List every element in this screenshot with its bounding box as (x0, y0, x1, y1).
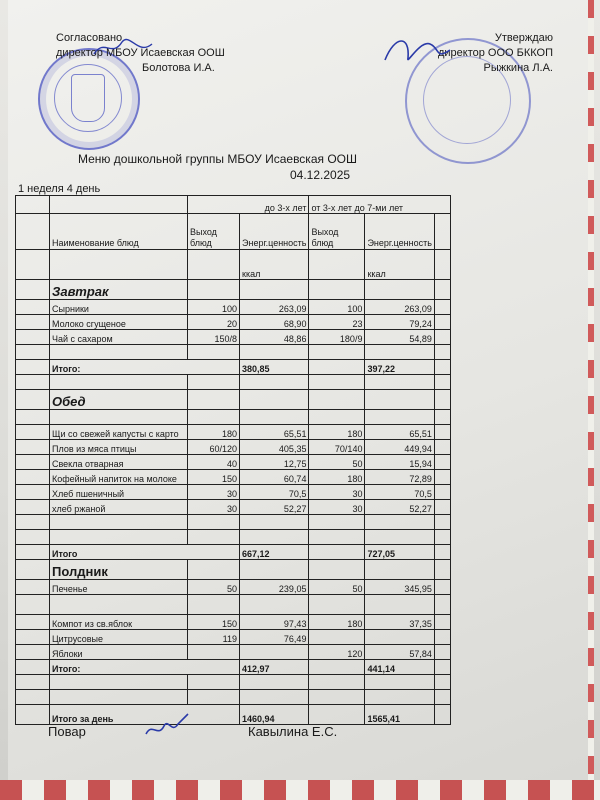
table-row (16, 315, 451, 330)
table-cell (434, 530, 450, 545)
table-cell (309, 515, 365, 530)
table-cell (434, 315, 450, 330)
table-cell (434, 360, 450, 375)
output-2: 50 (309, 580, 365, 595)
table-cell (16, 330, 50, 345)
table-cell (434, 485, 450, 500)
total-energy-1: 412,97 (240, 660, 309, 675)
dish-name: Цитрусовые (50, 630, 188, 645)
table-cell (16, 545, 50, 560)
table-cell (16, 675, 50, 690)
table-cell (16, 530, 50, 545)
output-1: 30 (188, 485, 240, 500)
output-2: 100 (309, 300, 365, 315)
table-cell (188, 390, 240, 410)
table-cell (16, 196, 50, 214)
output-2: 50 (309, 455, 365, 470)
output-1: 180 (188, 425, 240, 440)
table-cell (309, 390, 365, 410)
output-2: 180 (309, 425, 365, 440)
document-date: 04.12.2025 (290, 168, 351, 182)
table-cell (16, 690, 50, 705)
table-cell (365, 375, 434, 390)
table-cell (16, 315, 50, 330)
table-cell (50, 675, 188, 690)
total-label: Итого: (50, 660, 240, 675)
table-cell (434, 250, 450, 280)
table-cell (16, 375, 50, 390)
table-cell (16, 515, 50, 530)
table-cell (16, 360, 50, 375)
table-cell (16, 455, 50, 470)
output-1: 50 (188, 580, 240, 595)
table-row (16, 705, 451, 725)
table-row (16, 280, 451, 300)
output-1: 30 (188, 500, 240, 515)
table-cell (16, 615, 50, 630)
dish-name: Щи со свежей капусты с карто (50, 425, 188, 440)
table-cell (434, 440, 450, 455)
energy-2: 263,09 (365, 300, 434, 315)
energy-1: 70,5 (240, 485, 309, 500)
table-row (16, 455, 451, 470)
table-cell (309, 410, 365, 425)
document-title: Меню дошкольной группы МБОУ Исаевская ООШ (78, 152, 357, 166)
table-cell (365, 390, 434, 410)
table-cell (188, 560, 240, 580)
table-row (16, 440, 451, 455)
table-cell (434, 410, 450, 425)
table-cell (434, 675, 450, 690)
energy-2: 345,95 (365, 580, 434, 595)
output-1: 20 (188, 315, 240, 330)
table-cell (434, 515, 450, 530)
total-label: Итого (50, 545, 240, 560)
table-row (16, 390, 451, 410)
total-energy-1: 667,12 (240, 545, 309, 560)
table-cell (434, 705, 450, 725)
output-1: 100 (188, 300, 240, 315)
energy-1: 405,35 (240, 440, 309, 455)
energy-1: 48,86 (240, 330, 309, 345)
edge-stripe (588, 0, 594, 800)
table-cell (16, 500, 50, 515)
energy-1: 263,09 (240, 300, 309, 315)
table-cell (309, 375, 365, 390)
table-row (16, 250, 451, 280)
table-cell (240, 280, 309, 300)
table-cell (434, 645, 450, 660)
table-cell (365, 345, 434, 360)
output-2: 30 (309, 485, 365, 500)
energy-2: 79,24 (365, 315, 434, 330)
energy-2: 52,27 (365, 500, 434, 515)
table-cell (240, 375, 309, 390)
table-cell (434, 280, 450, 300)
unit-1: ккал (240, 250, 309, 280)
table-cell (50, 530, 188, 545)
table-cell (434, 425, 450, 440)
table-cell (188, 375, 240, 390)
section-breakfast: Завтрак (50, 280, 188, 300)
table-cell (188, 675, 240, 690)
table-row (16, 545, 451, 560)
day-total-energy-1: 1460,94 (240, 705, 309, 725)
energy-1: 76,49 (240, 630, 309, 645)
table-cell (365, 515, 434, 530)
dish-name: Яблоки (50, 645, 188, 660)
table-cell (365, 560, 434, 580)
table-cell (309, 250, 365, 280)
table-cell (188, 530, 240, 545)
table-cell (365, 690, 434, 705)
approval-right-position: директор ООО БККОП (437, 47, 553, 59)
table-cell (16, 705, 50, 725)
table-row (16, 360, 451, 375)
table-cell (16, 645, 50, 660)
section-snack: Полдник (50, 560, 188, 580)
bottom-band (0, 780, 600, 800)
output-1: 150 (188, 615, 240, 630)
table-cell (16, 485, 50, 500)
table-cell (434, 595, 450, 615)
table-cell (434, 455, 450, 470)
table-cell (16, 300, 50, 315)
approval-left-title: Согласовано (56, 32, 123, 44)
output-2: 23 (309, 315, 365, 330)
group-header-1: до 3-х лет (188, 196, 309, 214)
energy-1: 52,27 (240, 500, 309, 515)
energy-1: 97,43 (240, 615, 309, 630)
table-cell (434, 390, 450, 410)
table-cell (240, 345, 309, 360)
table-row (16, 410, 451, 425)
energy-2: 15,94 (365, 455, 434, 470)
table-cell (16, 425, 50, 440)
day-total-label: Итого за день (50, 705, 240, 725)
table-cell (16, 345, 50, 360)
table-cell (434, 214, 450, 250)
energy-2: 70,5 (365, 485, 434, 500)
energy-2: 449,94 (365, 440, 434, 455)
table-cell (434, 375, 450, 390)
output-2 (309, 630, 365, 645)
table-cell (434, 660, 450, 675)
table-cell (188, 410, 240, 425)
table-cell (188, 690, 240, 705)
table-cell (16, 390, 50, 410)
table-row (16, 214, 451, 250)
table-row (16, 330, 451, 345)
table-cell (50, 250, 188, 280)
table-cell (309, 675, 365, 690)
table-row (16, 560, 451, 580)
column-dish: Наименование блюд (50, 214, 188, 250)
menu-table (15, 195, 451, 725)
output-1 (188, 645, 240, 660)
table-row (16, 375, 451, 390)
day-total-energy-2: 1565,41 (365, 705, 434, 725)
energy-2: 65,51 (365, 425, 434, 440)
table-cell (16, 280, 50, 300)
approval-left-position: директор МБОУ Исаевская ООШ (56, 47, 225, 59)
table-cell (309, 560, 365, 580)
total-energy-2: 397,22 (365, 360, 434, 375)
cook-name: Кавылина Е.С. (248, 724, 338, 739)
output-1: 40 (188, 455, 240, 470)
approval-left-name: Болотова И.А. (142, 62, 215, 74)
total-energy-2: 441,14 (365, 660, 434, 675)
table-cell (50, 595, 188, 615)
table-row (16, 345, 451, 360)
table-row (16, 515, 451, 530)
table-row (16, 196, 451, 214)
table-cell (434, 690, 450, 705)
dish-name: Плов из мяса птицы (50, 440, 188, 455)
table-row (16, 595, 451, 615)
table-cell (240, 690, 309, 705)
table-cell (309, 530, 365, 545)
dish-name: Компот из св.яблок (50, 615, 188, 630)
energy-2: 72,89 (365, 470, 434, 485)
energy-1: 68,90 (240, 315, 309, 330)
table-cell (16, 560, 50, 580)
energy-1: 65,51 (240, 425, 309, 440)
table-row (16, 500, 451, 515)
director-signature (380, 30, 460, 70)
energy-1 (240, 645, 309, 660)
table-cell (188, 250, 240, 280)
table-cell (434, 300, 450, 315)
table-row (16, 470, 451, 485)
table-cell (50, 375, 188, 390)
dish-name: Хлеб пшеничный (50, 485, 188, 500)
table-cell (188, 345, 240, 360)
table-cell (188, 595, 240, 615)
total-label: Итого: (50, 360, 240, 375)
table-cell (365, 410, 434, 425)
dish-name: хлеб ржаной (50, 500, 188, 515)
table-cell (434, 345, 450, 360)
energy-1: 239,05 (240, 580, 309, 595)
table-cell (309, 280, 365, 300)
table-cell (16, 470, 50, 485)
table-cell (365, 675, 434, 690)
cook-label: Повар (48, 724, 86, 739)
table-cell (434, 470, 450, 485)
table-cell (240, 530, 309, 545)
dish-name: Чай с сахаром (50, 330, 188, 345)
left-signature (90, 30, 170, 64)
column-output-2: Выход блюд (309, 214, 365, 250)
table-cell (16, 440, 50, 455)
output-2: 70/140 (309, 440, 365, 455)
table-cell (188, 515, 240, 530)
table-cell (240, 410, 309, 425)
output-2: 180/9 (309, 330, 365, 345)
table-cell (434, 330, 450, 345)
table-cell (434, 615, 450, 630)
table-cell (240, 390, 309, 410)
table-row (16, 530, 451, 545)
energy-2: 37,35 (365, 615, 434, 630)
table-cell (16, 214, 50, 250)
output-2: 180 (309, 470, 365, 485)
output-2: 120 (309, 645, 365, 660)
table-cell (434, 545, 450, 560)
column-output-1: Выход блюд (188, 214, 240, 250)
table-cell (240, 595, 309, 615)
dish-name: Молоко сгущеное (50, 315, 188, 330)
table-cell (240, 560, 309, 580)
table-cell (365, 595, 434, 615)
table-cell (309, 690, 365, 705)
table-cell (365, 530, 434, 545)
table-cell (309, 595, 365, 615)
table-cell (240, 675, 309, 690)
output-1: 60/120 (188, 440, 240, 455)
energy-2: 57,84 (365, 645, 434, 660)
dish-name: Печенье (50, 580, 188, 595)
table-row (16, 615, 451, 630)
table-cell (434, 580, 450, 595)
table-cell (16, 660, 50, 675)
output-2: 30 (309, 500, 365, 515)
dish-name: Свекла отварная (50, 455, 188, 470)
energy-1: 12,75 (240, 455, 309, 470)
table-cell (16, 580, 50, 595)
energy-1: 60,74 (240, 470, 309, 485)
table-row (16, 690, 451, 705)
table-cell (50, 515, 188, 530)
group-header-2: от 3-х лет до 7-ми лет (309, 196, 450, 214)
table-cell (309, 660, 365, 675)
table-cell (50, 410, 188, 425)
table-row (16, 425, 451, 440)
table-cell (240, 515, 309, 530)
approval-right-title: Утверждаю (494, 32, 553, 44)
table-cell (309, 705, 365, 725)
section-lunch: Обед (50, 390, 188, 410)
output-1: 150/8 (188, 330, 240, 345)
table-row (16, 630, 451, 645)
table-cell (16, 595, 50, 615)
column-energy-1: Энерг.ценность (240, 214, 309, 250)
dish-name: Кофейный напиток на молоке (50, 470, 188, 485)
output-1: 150 (188, 470, 240, 485)
week-day: 1 неделя 4 день (18, 183, 101, 195)
table-row (16, 645, 451, 660)
table-cell (434, 500, 450, 515)
table-cell (50, 196, 188, 214)
column-energy-2: Энерг.ценность (365, 214, 434, 250)
energy-2: 54,89 (365, 330, 434, 345)
table-row (16, 580, 451, 595)
table-cell (309, 545, 365, 560)
total-energy-1: 380,85 (240, 360, 309, 375)
table-cell (50, 345, 188, 360)
table-cell (16, 410, 50, 425)
table-row (16, 675, 451, 690)
output-2: 180 (309, 615, 365, 630)
total-energy-2: 727,05 (365, 545, 434, 560)
table-row (16, 660, 451, 675)
approval-right-name: Рыжкина Л.А. (483, 62, 553, 74)
table-row (16, 485, 451, 500)
cook-signature (142, 708, 202, 742)
table-cell (188, 280, 240, 300)
table-cell (16, 250, 50, 280)
energy-2 (365, 630, 434, 645)
table-cell (365, 280, 434, 300)
table-row (16, 300, 451, 315)
table-cell (50, 690, 188, 705)
output-1: 119 (188, 630, 240, 645)
table-cell (434, 630, 450, 645)
dish-name: Сырники (50, 300, 188, 315)
table-cell (309, 345, 365, 360)
table-cell (309, 360, 365, 375)
table-cell (16, 630, 50, 645)
table-cell (434, 560, 450, 580)
unit-2: ккал (365, 250, 434, 280)
